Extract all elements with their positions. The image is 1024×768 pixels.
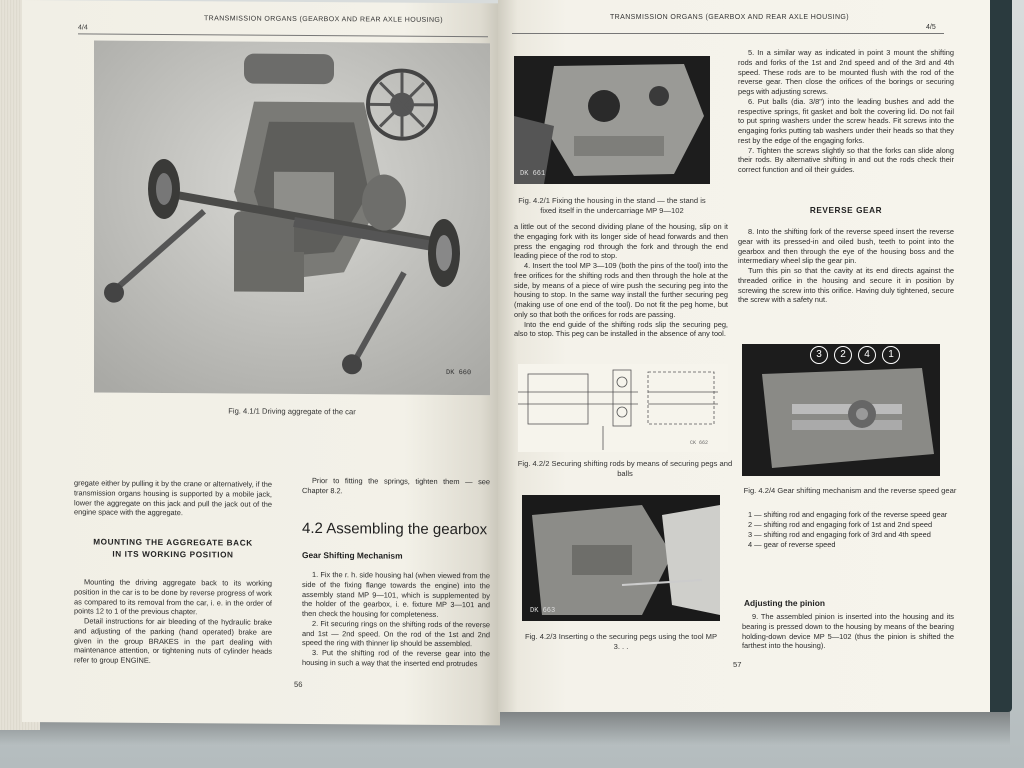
paragraph [302,570,490,669]
legend-item: 1 — shifting rod and engaging fork of the reverse speed gear [748,510,948,519]
paragraph [74,577,272,666]
figure-caption: Fig. 4.1/1 Driving aggregate of the car [228,406,356,417]
callout-row [810,346,900,364]
paragraph-text: Turn this pin so that the cavity at its end directs against the threaded orifice in the housing and secure it in position by screwing the screw into this orifice. Having duly tightened, secure the screw with a safety nut. [738,266,954,305]
subsection-heading: Adjusting the pinion [744,598,825,608]
paragraph-text: 9. The assembled pinion is inserted into the housing and its bearing is pressed down to the housing by means of the bearing holding-down device MP 5—102 (thus the pinion is shifted the farthest into the housing). [742,612,954,651]
paragraph [74,478,272,518]
section-heading: REVERSE GEAR [809,206,883,215]
figure-caption: Fig. 4.2/1 Fixing the housing in the stand — the stand is fixed itself in the undercarriage MP 9—102 [518,196,706,216]
paragraph-text: 6. Put balls (dia. 3/8") into the leading bushes and add the respective springs, fit gasket and bolt the covering lid. Do not fail to put spring washers under the screw heads. Fit screws into the engaging forks putting tab washers under their heads so that they rest by the edge of the engaging forks. [738,96,954,145]
drawing-tag: CK 662 [690,440,709,446]
paragraph-text: 7. Tighten the screws slightly so that the forks can slide along their rods. By alternative shifting in and out the rods check their correct function and oil their guides. [738,145,954,175]
legend-item: 3 — shifting rod and engaging fork of 3rd and 4th speed [748,529,931,539]
heading-line: IN ITS WORKING POSITION [112,549,234,560]
paragraph [514,222,728,339]
diagram-securing-rods [518,364,728,452]
paragraph-text: 8. Into the shifting fork of the reverse speed insert the reverse gear with its pressed-in and oiled bush, teeth to point into the gearbox and then through the eye of the housing boss and the intermediary wheel slip the gear pin. [738,227,954,266]
paragraph [738,227,954,305]
page-number: 56 [294,679,303,689]
callout-number: 1 [882,346,900,364]
paragraph-text: 2. Fit securing rings on the shifting rods of the reverse and 1st — 2nd speed. On the rod of the 1st and 2nd speed the ring with thinner lip should be assembled. [302,618,490,649]
paragraph-text: Detail instructions for air bleeding of the hydraulic brake and adjusting of the parking (hand operated) brake are given in the group BRAKES in the part dealing with maintenance attention, or tightening nuts of cylinder heads refer to group ENGINE. [74,616,272,666]
section-heading [74,536,272,562]
callout-number: 2 [834,346,852,364]
paragraph-text: 3. Put the shifting rod of the reverse gear into the housing in such a way that the inserted end protrudes [302,648,490,669]
paragraph-text: 5. In a similar way as indicated in point 3 mount the shifting rods and forks of the 1st and 2nd speed and of the 3rd and 4th speed. These rods are to be mounted flush with the rod of the reverse gear. Then close the orifices of the borings or securing pegs with adjusting screws. [738,48,954,97]
photo-housing-stand [514,56,710,184]
header-rule [78,33,488,37]
page-number: 57 [733,660,742,669]
photo-tag: DK 660 [446,368,472,378]
technical-drawing [518,364,728,452]
figure-caption: Fig. 4.2/3 Inserting o the securing pegs using the tool MP 3. . . [524,632,718,652]
callout-number: 3 [810,346,828,364]
photo-tag: DK 663 [530,607,556,615]
running-head: TRANSMISSION ORGANS (GEARBOX AND REAR AXLE HOUSING) [204,15,443,24]
aggregate-illustration [94,41,490,396]
paragraph-text: gregate either by pulling it by the crane or alternatively, if the transmission organs housing is supported by a mobile jack, lower the aggregate on this jack and pull the jack out of the engine space with the aggregate. [74,478,272,518]
section-number: 4/4 [78,24,88,32]
callout-number: 4 [858,346,876,364]
inserting-pegs-illustration [522,495,720,621]
section-title: 4.2 Assembling the gearbox [302,519,488,539]
paragraph-text: Mounting the driving aggregate back to its working position in the car is to be done by reverse progress of work as compared to its removal from the car, i. e. in the order of points 12 to 1 of the previous chapter. [74,577,272,617]
legend-list [748,510,954,550]
photo-driving-aggregate [94,41,490,396]
photo-tag: DK 661 [520,170,546,178]
housing-illustration [514,56,710,184]
paragraph [302,476,490,497]
paragraph [742,612,954,651]
legend-item: 2 — shifting rod and engaging fork of 1st and 2nd speed [748,519,933,529]
heading-line: MOUNTING THE AGGREGATE BACK [93,537,253,548]
photo-gear-mechanism [742,344,940,476]
paragraph-text: 4. Insert the tool MP 3—109 (both the pins of the tool) into the free orifices for the shifting rods and then through the hole at the side, by means of a piece of wire push the securing peg into the housing to stop. In the same way install the further securing peg (making use of one end of the tool). Do not fit the peg home, but only so that both the orifices for rods are passing. [514,261,728,319]
paragraph-text: a little out of the second dividing plane of the housing, slip on it the engaging fork with its longer side of head forwards and then press the engaging rod through the fork and through the end leading piece of the rod to stop. [514,222,728,261]
legend-item: 4 — gear of reverse speed [748,539,836,549]
header-rule [512,33,944,34]
paragraph-text: Prior to fitting the springs, tighten them — see Chapter 8.2. [302,476,490,496]
paragraph-text: Into the end guide of the shifting rods slip the securing peg, also to stop. This peg can be installed in the absence of any tool. [514,319,728,339]
figure-caption: Fig. 4.2/2 Securing shifting rods by means of securing pegs and balls [517,459,733,479]
section-number: 4/5 [926,24,936,31]
left-page [22,0,500,725]
running-head: TRANSMISSION ORGANS (GEARBOX AND REAR AXLE HOUSING) [610,14,849,21]
paragraph-text: 1. Fix the r. h. side housing hal (when viewed from the side of the fixing flange towards the engine) into the assembly stand MP 9—101, which is supplemented by the holder of the gearbox, i. e. fixture MP 3—101 and then check the housing for completeness. [302,570,490,619]
paragraph [738,48,954,175]
figure-caption: Fig. 4.2/4 Gear shifting mechanism and the reverse speed gear [743,486,957,495]
photo-inserting-pegs [522,495,720,621]
right-page [498,0,990,712]
subsection-heading: Gear Shifting Mechanism [302,549,403,561]
